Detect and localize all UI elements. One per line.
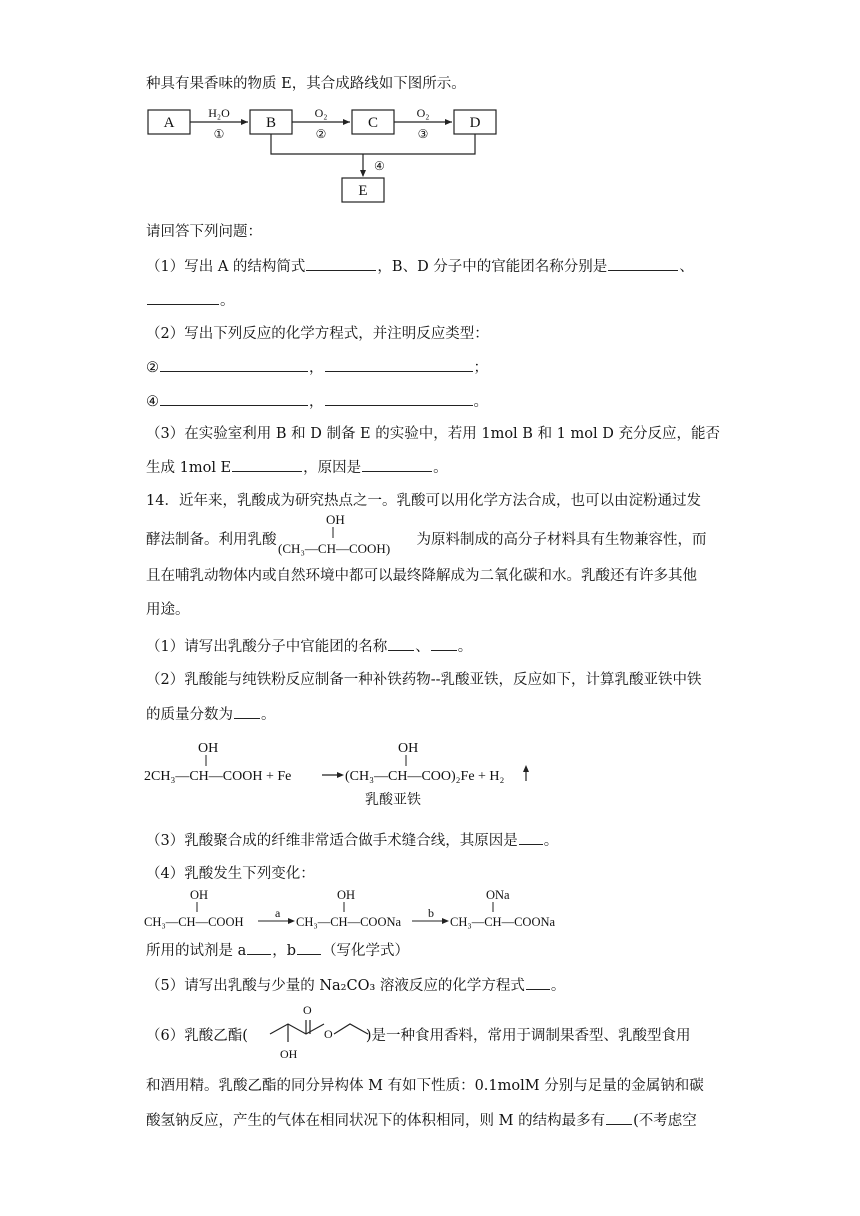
synthesis-route-diagram bbox=[140, 100, 520, 210]
node-a-label: A bbox=[163, 115, 175, 131]
answer-blank[interactable] bbox=[247, 940, 271, 955]
q14-intro-4: 用途。 bbox=[146, 602, 190, 618]
q14-part6: （6）乳酸乙酯( )是一种食用香料，常用于调制果香型、乳酸型食用 bbox=[146, 1028, 691, 1044]
answer-blank[interactable] bbox=[325, 391, 473, 406]
q14-part5: （5）请写出乳酸与少量的 Na₂CO₃ 溶液反应的化学方程式 。 bbox=[146, 975, 565, 996]
prompt: 请回答下列问题： bbox=[146, 224, 262, 240]
connector-b-d bbox=[271, 134, 475, 154]
answer-blank[interactable] bbox=[388, 636, 414, 651]
q13-part2: （2）写出下列反应的化学方程式，并注明反应类型： bbox=[146, 326, 489, 342]
q13-part1-cont: 。 bbox=[146, 290, 235, 311]
svg-text:CH₃—CH—COONa: CH₃—CH—COONa bbox=[296, 915, 402, 929]
svg-text:O: O bbox=[324, 1027, 333, 1041]
intro-line: 种具有果香味的物质 E，其合成路线如下图所示。 bbox=[146, 76, 466, 92]
svg-text:O: O bbox=[303, 1003, 312, 1017]
svg-text:(CH₃—CH—COOH): (CH₃—CH—COOH) bbox=[278, 541, 391, 556]
step-3: ③ bbox=[417, 127, 429, 141]
svg-text:OH: OH bbox=[337, 888, 356, 902]
svg-text:OH: OH bbox=[398, 741, 419, 756]
svg-text:OH: OH bbox=[326, 512, 345, 527]
q14-part4-reagents: 所用的试剂是 a ，b （写化学式） bbox=[146, 940, 409, 961]
answer-blank[interactable] bbox=[234, 704, 260, 719]
q13-reaction-4: ④ ， 。 bbox=[146, 391, 488, 412]
q14-part4: （4）乳酸发生下列变化： bbox=[146, 866, 315, 882]
answer-blank[interactable] bbox=[519, 830, 543, 845]
svg-text:OH: OH bbox=[280, 1047, 298, 1061]
answer-blank[interactable] bbox=[147, 290, 219, 305]
node-d-label: D bbox=[469, 115, 481, 131]
svg-text:OH: OH bbox=[198, 741, 219, 756]
q14-part2: （2）乳酸能与纯铁粉反应制备一种补铁药物--乳酸亚铁，反应如下，计算乳酸亚铁中铁 bbox=[146, 672, 702, 688]
svg-text:CH₃—CH—COONa: CH₃—CH—COONa bbox=[450, 915, 556, 929]
svg-text:乳酸亚铁: 乳酸亚铁 bbox=[365, 793, 421, 808]
answer-blank[interactable] bbox=[608, 256, 678, 271]
answer-blank[interactable] bbox=[306, 256, 376, 271]
q13-part1: （1）写出 A 的结构简式 ，B、D 分子中的官能团名称分别是 、 bbox=[146, 256, 694, 277]
lactic-acid-structure bbox=[276, 510, 416, 558]
q14-part1: （1）请写出乳酸分子中官能团的名称 、 。 bbox=[146, 636, 472, 657]
q14-part6-cont-2: 酸氢钠反应，产生的气体在相同状况下的体积相同，则 M 的结构最多有 (不考虑空 bbox=[146, 1110, 697, 1131]
reagent-2: O₂ bbox=[314, 106, 328, 120]
answer-blank[interactable] bbox=[232, 457, 302, 472]
answer-blank[interactable] bbox=[362, 457, 432, 472]
answer-blank[interactable] bbox=[526, 975, 550, 990]
node-e-label: E bbox=[358, 183, 368, 199]
answer-blank[interactable] bbox=[606, 1110, 632, 1125]
svg-text:ONa: ONa bbox=[486, 888, 510, 902]
svg-text:a: a bbox=[275, 906, 281, 920]
q14-part6-cont: 和酒用精。乳酸乙酯的同分异构体 M 有如下性质：0.1molM 分别与足量的金属钠和碳 bbox=[146, 1078, 704, 1094]
svg-text:(CH₃—CH—COO)₂Fe + H₂: (CH₃—CH—COO)₂Fe + H₂ bbox=[345, 769, 505, 784]
answer-blank[interactable] bbox=[160, 357, 308, 372]
svg-text:b: b bbox=[428, 906, 434, 920]
q14-intro-1: 14．近年来，乳酸成为研究热点之一。乳酸可以用化学方法合成，也可以由淀粉通过发 bbox=[146, 493, 701, 509]
node-b-label: B bbox=[265, 115, 277, 131]
svg-text:CH₃—CH—COOH: CH₃—CH—COOH bbox=[144, 915, 244, 929]
q14-part2-cont: 的质量分数为 。 bbox=[146, 704, 276, 725]
lactic-acid-transformations bbox=[140, 884, 580, 932]
q14-intro-2: 酵法制备。利用乳酸 为原料制成的高分子材料具有生物兼容性，而 bbox=[146, 532, 707, 548]
q14-intro-3: 且在哺乳动物体内或自然环境中都可以最终降解成为二氧化碳和水。乳酸还有许多其他 bbox=[146, 568, 697, 584]
svg-text:OH: OH bbox=[190, 888, 209, 902]
answer-blank[interactable] bbox=[431, 636, 457, 651]
q13-part3: （3）在实验室利用 B 和 D 制备 E 的实验中，若用 1mol B 和 1 mol D 充分反应，能否 bbox=[146, 426, 720, 442]
answer-blank[interactable] bbox=[325, 357, 473, 372]
q13-part3-cont: 生成 1mol E ，原因是 。 bbox=[146, 457, 448, 478]
iron-lactate-equation bbox=[140, 734, 580, 814]
answer-blank[interactable] bbox=[160, 391, 308, 406]
q13-reaction-2: ② ， ； bbox=[146, 357, 488, 378]
step-1: ① bbox=[213, 127, 225, 141]
reagent-3: O₂ bbox=[416, 106, 430, 120]
node-c-label: C bbox=[367, 115, 379, 131]
step-2: ② bbox=[315, 127, 327, 141]
ethyl-lactate-structure bbox=[258, 1000, 378, 1070]
reagent-1: H₂O bbox=[208, 106, 230, 120]
q14-part3: （3）乳酸聚合成的纤维非常适合做手术缝合线，其原因是 。 bbox=[146, 830, 558, 851]
svg-text:2CH₃—CH—COOH + Fe: 2CH₃—CH—COOH + Fe bbox=[144, 769, 292, 784]
answer-blank[interactable] bbox=[297, 940, 321, 955]
step-4: ④ bbox=[374, 159, 385, 173]
